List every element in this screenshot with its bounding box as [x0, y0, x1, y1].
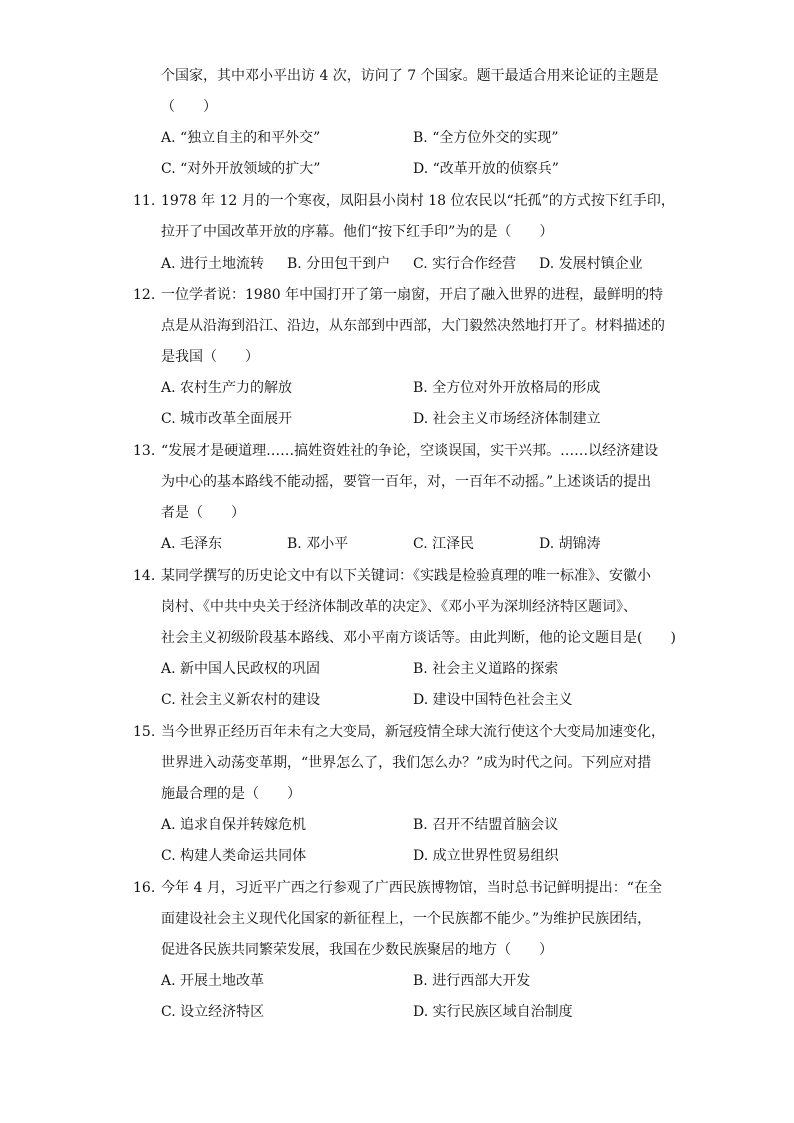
q10-option-c: C. “对外开放领域的扩大” [161, 161, 321, 177]
q13-option-a: A. 毛泽东 [161, 536, 223, 552]
q14-option-b: B. 社会主义道路的探索 [413, 661, 559, 677]
q12-line-3: 是我国（ ） [161, 349, 259, 365]
q15-line-3: 施最合理的是（ ） [161, 786, 301, 802]
q11-number: 11. [133, 193, 156, 209]
q15-option-b: B. 召开不结盟首脑会议 [413, 817, 559, 833]
q16-option-d: D. 实行民族区域自治制度 [413, 1004, 573, 1020]
q16-line-3: 促进各民族共同繁荣发展，我国在少数民族聚居的地方（ ） [161, 942, 553, 958]
q10-option-b: B. “全方位外交的实现” [413, 130, 559, 146]
q14-number: 14. [133, 568, 156, 584]
q10-line-2: （ ） [161, 99, 217, 115]
q12-option-b: B. 全方位对外开放格局的形成 [413, 380, 601, 396]
q15-line-1: 当今世界正经历百年未有之大变局，新冠疫情全球大流行使这个大变局加速变化， [161, 724, 665, 740]
q16-option-c: C. 设立经济特区 [161, 1004, 265, 1020]
q16-number: 16. [133, 880, 156, 896]
q13-option-d: D. 胡锦涛 [539, 536, 601, 552]
q12-option-d: D. 社会主义市场经济体制建立 [413, 411, 601, 427]
q10-option-a: A. “独立自主的和平外交” [161, 130, 321, 146]
q11-option-b: B. 分田包干到户 [287, 256, 391, 272]
q13-line-2: 为中心的基本路线不能动摇，要管一百年，对，一百年不动摇。”上述谈话的提出 [161, 474, 652, 490]
q15-option-d: D. 成立世界性贸易组织 [413, 848, 559, 864]
q14-line-3: 社会主义初级阶段基本路线、邓小平南方谈话等。由此判断，他的论文题目是( ) [161, 630, 676, 646]
q15-option-c: C. 构建人类命运共同体 [161, 848, 307, 864]
q12-option-c: C. 城市改革全面展开 [161, 411, 293, 427]
q11-option-d: D. 发展村镇企业 [539, 256, 643, 272]
q15-number: 15. [133, 724, 156, 740]
q11-line-1: 1978 年 12 月的一个寒夜，凤阳县小岗村 18 位农民以“托孤”的方式按下红手印， [161, 193, 675, 209]
q14-line-1: 某同学撰写的历史论文中有以下关键词：《实践是检验真理的唯一标准》、安徽小 [161, 568, 651, 584]
q10-line-1: 个国家，其中邓小平出访 4 次，访问了 7 个国家。题干最适合用来论证的主题是 [161, 68, 659, 84]
q12-line-2: 点是从沿海到沿江、沿边，从东部到中西部，大门毅然决然地打开了。材料描述的 [161, 318, 665, 334]
q16-line-1: 今年 4 月，习近平广西之行参观了广西民族博物馆，当时总书记鲜明提出：“在全 [161, 880, 662, 896]
q11-line-2: 拉开了中国改革开放的序幕。他们“按下红手印”为的是（ ） [161, 224, 554, 240]
q14-option-c: C. 社会主义新农村的建设 [161, 692, 321, 708]
q15-option-a: A. 追求自保并转嫁危机 [161, 817, 307, 833]
q13-line-1: “发展才是硬道理……搞姓资姓社的争论，空谈误国，实干兴邦。……以经济建设 [161, 443, 659, 459]
q14-line-2: 岗村、《中共中央关于经济体制改革的决定》、《邓小平为深圳经济特区题词》、 [161, 599, 637, 615]
q16-line-2: 面建设社会主义现代化国家的新征程上，一个民族都不能少。”为维护民族团结， [161, 911, 652, 927]
q11-option-a: A. 进行土地流转 [161, 256, 265, 272]
q10-option-d: D. “改革开放的侦察兵” [413, 161, 559, 177]
q13-option-c: C. 江泽民 [413, 536, 475, 552]
q15-line-2: 世界进入动荡变革期，“世界怎么了，我们怎么办？”成为时代之问。下列应对措 [161, 755, 652, 771]
q16-option-b: B. 进行西部大开发 [413, 973, 531, 989]
q12-option-a: A. 农村生产力的解放 [161, 380, 293, 396]
q13-line-3: 者是（ ） [161, 505, 245, 521]
q16-option-a: A. 开展土地改革 [161, 973, 265, 989]
q12-number: 12. [133, 287, 156, 303]
q13-number: 13. [133, 443, 156, 459]
q14-option-a: A. 新中国人民政权的巩固 [161, 661, 321, 677]
q12-line-1: 一位学者说：1980 年中国打开了第一扇窗，开启了融入世界的进程，最鲜明的特 [161, 287, 664, 303]
q11-option-c: C. 实行合作经营 [413, 256, 517, 272]
q13-option-b: B. 邓小平 [287, 536, 349, 552]
q14-option-d: D. 建设中国特色社会主义 [413, 692, 573, 708]
